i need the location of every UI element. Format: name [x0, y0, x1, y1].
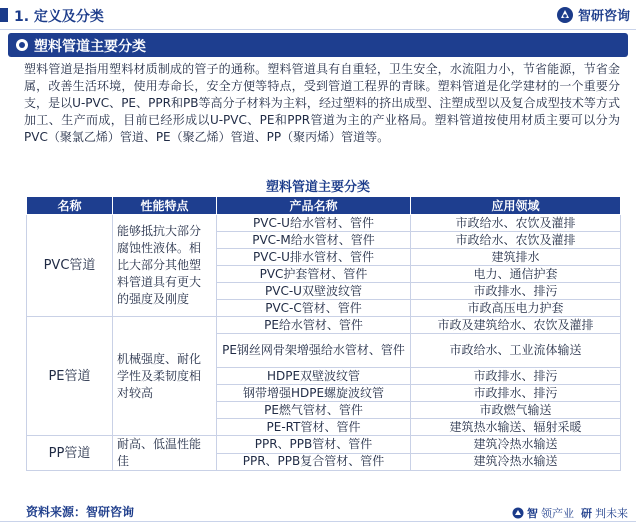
- application-cell: 电力、通信护套: [411, 266, 621, 283]
- footer-logo-icon: [512, 507, 524, 519]
- table-row: [27, 436, 621, 454]
- application-cell: 市政给水、工业流体输送: [411, 334, 621, 368]
- product-cell: PE给水管材、管件: [217, 317, 411, 334]
- application-cell: 市政排水、排污: [411, 368, 621, 385]
- product-cell: PPR、PPB复合管材、管件: [217, 453, 411, 471]
- application-cell: 市政及建筑给水、农饮及灌排: [411, 317, 621, 334]
- application-cell: 建筑冷热水输送: [411, 436, 621, 454]
- product-cell: PE-RT管材、管件: [217, 419, 411, 436]
- section-label: 1. 定义及分类: [14, 9, 104, 25]
- top-bar: [0, 0, 636, 30]
- bottom-divider: [0, 521, 636, 522]
- source-note: 资料来源：智研咨询: [26, 505, 135, 519]
- feature-cell: 能够抵抗大部分腐蚀性液体。相比大部分其他塑料管道具有更大的强度及刚度: [113, 215, 217, 317]
- table-row: [27, 317, 621, 334]
- banner-title: 塑料管道主要分类: [34, 39, 146, 55]
- product-cell: PVC-C管材、管件: [217, 300, 411, 317]
- footer-brand-3: 研: [581, 507, 592, 520]
- header-product: 产品名称: [217, 197, 411, 215]
- intro-paragraph: 塑料管道是指用塑料材质制成的管子的通称。塑料管道具有自重轻，卫生安全，水流阻力小，节省能源，节省金属，改善生活环境，使用寿命长，安全方便等特点，受到管道工程界的青睐。塑料管道是化学建材的一个重要分支，是以U-PVC、PE、PPR和PB等高分子材料为主料，经过塑料的挤出成型、注塑成型以及复合成型技术等方式加工、生产而成，目前已经形成以U-PVC、PE和PPR管道为主的产业格局。塑料管道按使用材质主要可以分为PVC（聚氯乙烯）管道、PE（聚乙烯）管道、PP（聚丙烯）管道等。: [24, 62, 620, 144]
- brand-logo-icon: [556, 6, 574, 24]
- brand-logo: [556, 5, 630, 24]
- footer-brand: [512, 505, 628, 521]
- footer-brand-1: 智: [527, 507, 538, 520]
- application-cell: 市政燃气输送: [411, 402, 621, 419]
- feature-cell: 机械强度、耐化学性及柔韧度相对较高: [113, 317, 217, 436]
- application-cell: 市政排水、排污: [411, 385, 621, 402]
- product-cell: 钢带增强HDPE螺旋波纹管: [217, 385, 411, 402]
- application-cell: 建筑冷热水输送: [411, 453, 621, 471]
- product-cell: PVC-M给水管材、管件: [217, 232, 411, 249]
- application-cell: 市政排水、排污: [411, 283, 621, 300]
- product-cell: HDPE双壁波纹管: [217, 368, 411, 385]
- title-banner: [8, 33, 628, 57]
- footer-brand-2: 领产业: [541, 507, 574, 520]
- application-cell: 建筑热水输送、辐射采暖: [411, 419, 621, 436]
- product-cell: PPR、PPB管材、管件: [217, 436, 411, 454]
- table-caption: 塑料管道主要分类: [265, 180, 370, 195]
- product-cell: PVC-U双壁波纹管: [217, 283, 411, 300]
- table-row: [27, 215, 621, 232]
- product-cell: PVC-U给水管材、管件: [217, 215, 411, 232]
- application-cell: 市政给水、农饮及灌排: [411, 215, 621, 232]
- classification-table: [26, 196, 621, 471]
- brand-name: 智研咨询: [577, 9, 630, 24]
- header-feature: 性能特点: [113, 197, 217, 215]
- header-application: 应用领域: [411, 197, 621, 215]
- top-divider: [0, 29, 636, 30]
- category-cell: PP管道: [27, 436, 113, 471]
- feature-cell: 耐高、低温性能佳: [113, 436, 217, 471]
- header-name: 名称: [27, 197, 113, 215]
- bullet-icon: [16, 39, 28, 51]
- category-cell: PVC管道: [27, 215, 113, 317]
- application-cell: 市政高压电力护套: [411, 300, 621, 317]
- application-cell: 建筑排水: [411, 249, 621, 266]
- product-cell: PVC-U排水管材、管件: [217, 249, 411, 266]
- application-cell: 市政给水、农饮及灌排: [411, 232, 621, 249]
- product-cell: PVC护套管材、管件: [217, 266, 411, 283]
- product-cell: PE钢丝网骨架增强给水管材、管件: [217, 334, 411, 368]
- product-cell: PE燃气管材、管件: [217, 402, 411, 419]
- section-accent: [0, 8, 8, 22]
- category-cell: PE管道: [27, 317, 113, 436]
- table-header-row: [27, 197, 621, 215]
- footer-brand-4: 判未来: [595, 507, 628, 520]
